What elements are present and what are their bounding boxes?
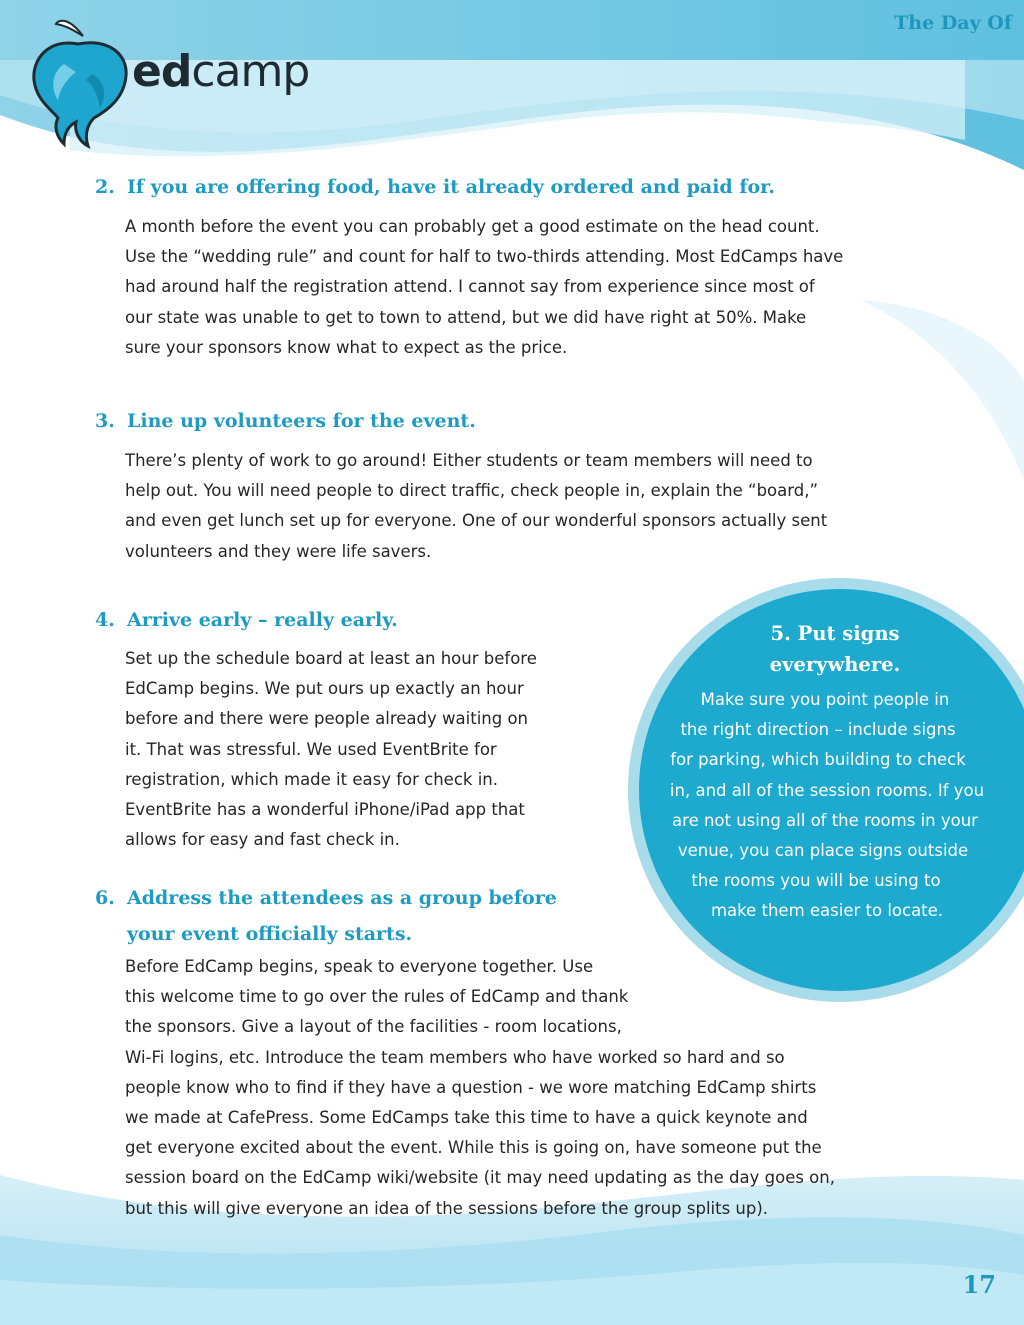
section-body-address-attendees: Before EdCamp begins, speak to everyone together. Use this welcome time to go over the rules of EdCamp and thank the sponsors. Give a layout of the facilities - room locations, Wi-Fi logins, etc. Introduce the team members who have worked so hard and so people know who to find if they have a question - we wore matching EdCamp shirts we made at CafePress. Some EdCamps take this time to have a quick keynote and get everyone excited about the event. While this is going on, have someone put the session board on the EdCamp wiki/website (it may need updating as the day goes on, but this will give everyone an idea of the sessions before the group splits up).: [125, 957, 835, 1218]
section-heading-address-attendees: 6. Address the attendees as a group before your event officially starts.: [95, 887, 557, 945]
section-heading-volunteers: 3. Line up volunteers for the event.: [95, 410, 476, 432]
section-heading-food: 2. If you are offering food, have it already ordered and paid for.: [95, 176, 776, 198]
section-title: The Day Of: [894, 12, 1012, 34]
logo-wordmark: edcamp: [132, 46, 310, 97]
section-heading-arrive-early: 4. Arrive early – really early.: [95, 609, 398, 631]
section-body-volunteers: There’s plenty of work to go around! Either students or team members will need to help out. You will need people to direct traffic, check people in, explain the “board,” and even get lunch set up for everyone. One of our wonderful sponsors actually sent volunteers and they were life savers.: [125, 451, 828, 561]
section-body-food: A month before the event you can probably get a good estimate on the head count. Use the “wedding rule” and count for half to two-thirds attending. Most EdCamps have had around half the registration attend. I cannot say from experience since most of our state was unable to get to town to attend, but we did have right at 50%. Make sure your sponsors know what to expect as the price.: [125, 217, 844, 357]
page-number: 17: [962, 1270, 996, 1299]
flame-apple-icon: [28, 14, 138, 154]
edcamp-logo: [28, 14, 348, 154]
section-body-arrive-early: Set up the schedule board at least an hour before EdCamp begins. We put ours up exactly an hour before and there were people already waiting on it. That was stressful. We used EventBrite for registration, which made it easy for check in. EventBrite has a wonderful iPhone/iPad app that allows for easy and fast check in.: [125, 649, 537, 850]
callout-title: 5. Put signs everywhere.: [769, 622, 901, 676]
